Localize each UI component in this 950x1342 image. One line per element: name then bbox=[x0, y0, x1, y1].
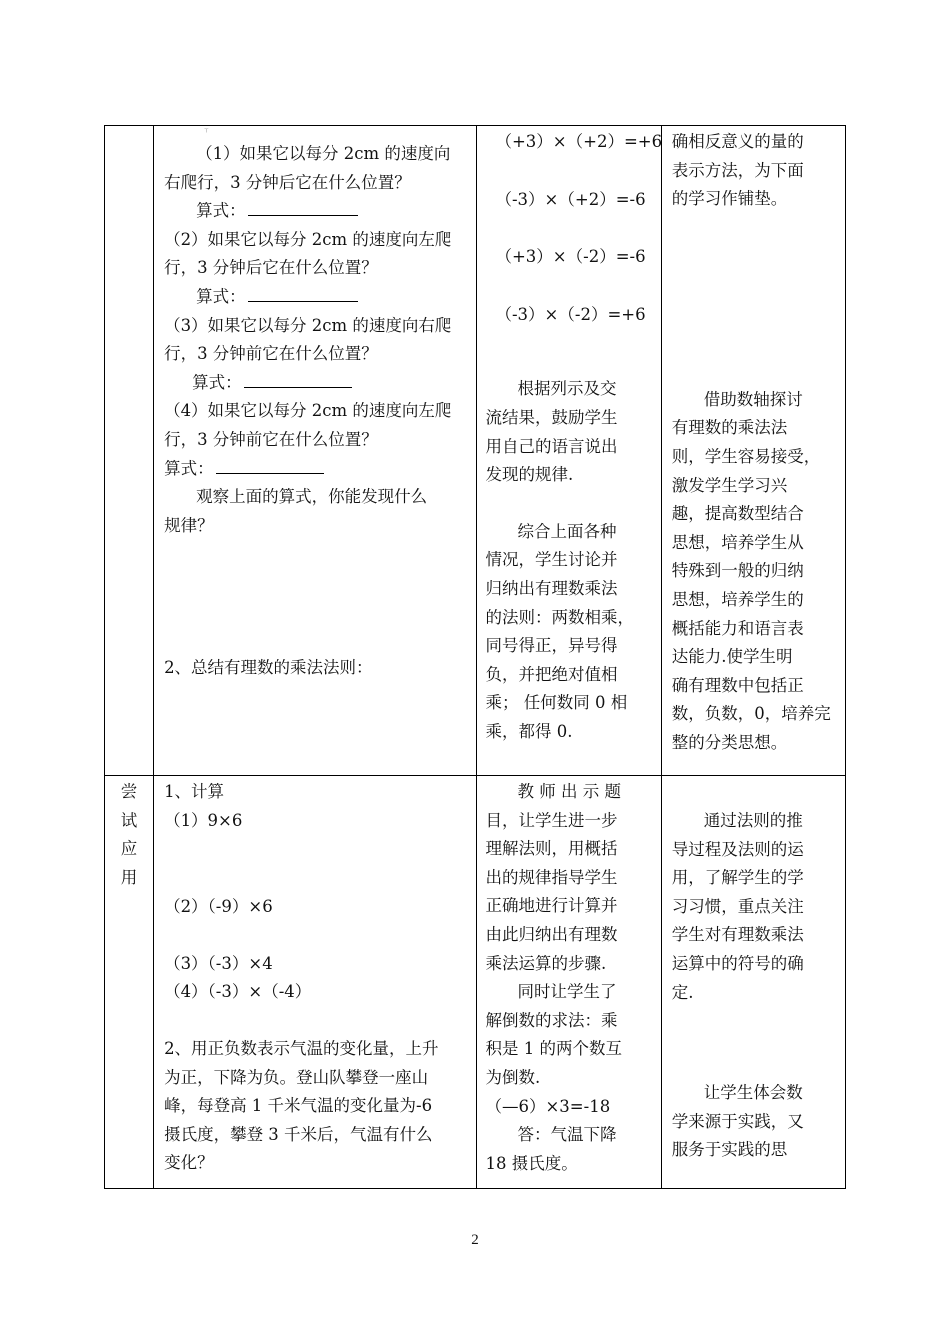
exercise-heading: 1、计算 bbox=[164, 782, 225, 801]
observe-text: 观察上面的算式，你能发现什么 bbox=[196, 487, 428, 507]
teacher-text: 流结果，鼓励学生 bbox=[485, 407, 618, 427]
exercise-item: （1）9×6 bbox=[164, 810, 243, 830]
intent-text: 用，了解学生的学 bbox=[671, 868, 804, 888]
intent-text: 导过程及法则的运 bbox=[671, 839, 804, 859]
answer-text: 答：气温下降 bbox=[517, 1125, 617, 1145]
content-cell bbox=[154, 776, 477, 1189]
teacher-text: 归纳出有理数乘法 bbox=[485, 578, 618, 598]
teacher-text: 同号得正，异号得 bbox=[485, 636, 618, 656]
design-intent-cell bbox=[661, 776, 845, 1189]
formula-label: 算式： bbox=[192, 372, 242, 392]
answer-text: 18 摄氏度。 bbox=[485, 1153, 578, 1173]
intent-text: 定. bbox=[671, 982, 694, 1002]
teacher-text: 目，让学生进一步 bbox=[485, 810, 618, 830]
intent-text: 表示方法，为下面 bbox=[671, 160, 804, 180]
equation: （+3）×（+2）=+6 bbox=[495, 132, 663, 151]
answer-blank[interactable] bbox=[248, 197, 358, 216]
intent-text: 概括能力和语言表 bbox=[671, 618, 804, 638]
teacher-text: 乘； 任何数同 0 相 bbox=[485, 693, 628, 713]
intent-text: 则，学生容易接受， bbox=[671, 446, 821, 466]
answer-blank[interactable] bbox=[248, 283, 358, 302]
calculation: （—6）×3=-18 bbox=[485, 1096, 611, 1116]
teacher-text: 理解法则，用概括 bbox=[485, 839, 618, 859]
question-text: （4）如果它以每分 2cm 的速度向左爬 bbox=[164, 401, 452, 421]
intent-text: 确有理数中包括正 bbox=[671, 675, 804, 695]
question-text: （2）如果它以每分 2cm 的速度向左爬 bbox=[164, 229, 452, 249]
teacher-text: 根据列示及交 bbox=[517, 379, 617, 399]
intent-text: 特殊到一般的归纳 bbox=[671, 561, 804, 581]
intent-text: 运算中的符号的确 bbox=[671, 953, 804, 973]
intent-text: 有理数的乘法法 bbox=[671, 418, 788, 438]
design-intent-cell bbox=[661, 126, 845, 776]
teacher-text: 乘，都得 0. bbox=[485, 721, 573, 741]
teacher-text: 用自己的语言说出 bbox=[485, 436, 618, 456]
word-problem: 2、用正负数表示气温的变化量，上升 bbox=[164, 1038, 439, 1058]
intent-text: 确相反意义的量的 bbox=[671, 132, 804, 151]
intent-text: 整的分类思想。 bbox=[671, 732, 788, 752]
question-text: 行，3 分钟前它在什么位置？ bbox=[164, 429, 378, 449]
word-problem: 为正，下降为负。登山队攀登一座山 bbox=[164, 1067, 429, 1087]
teacher-text: 负，并把绝对值相 bbox=[485, 664, 618, 684]
teacher-text: 情况，学生讨论并 bbox=[485, 550, 618, 570]
stage-cell bbox=[105, 776, 154, 1189]
exercise-item: （2）（-9）×6 bbox=[164, 897, 273, 917]
word-problem: 变化？ bbox=[164, 1153, 214, 1173]
teacher-text: 正确地进行计算并 bbox=[485, 896, 618, 916]
question-text: （3）如果它以每分 2cm 的速度向右爬 bbox=[164, 315, 452, 335]
intent-text: 思想，培养学生从 bbox=[671, 532, 804, 552]
equation: （-3）×（-2）=+6 bbox=[495, 304, 646, 324]
question-text: （1）如果它以每分 2cm 的速度向 bbox=[196, 144, 451, 163]
teacher-text: 教 师 出 示 题 bbox=[517, 782, 621, 801]
intent-text: 学来源于实践，又 bbox=[671, 1111, 804, 1131]
teacher-text: 同时让学生了 bbox=[517, 982, 617, 1002]
table-row bbox=[105, 776, 846, 1189]
teacher-text: 综合上面各种 bbox=[517, 521, 617, 541]
teacher-text: 由此归纳出有理数 bbox=[485, 924, 618, 944]
observe-text: 规律？ bbox=[164, 515, 214, 535]
answer-blank[interactable] bbox=[244, 369, 352, 388]
exercise-item: （3）（-3）×4 bbox=[164, 953, 273, 973]
intent-text: 服务于实践的思 bbox=[671, 1140, 788, 1160]
stage-cell bbox=[105, 126, 154, 776]
teacher-text: 乘法运算的步骤. bbox=[485, 953, 607, 973]
intent-text: 数，负数，0，培养完 bbox=[671, 704, 831, 724]
question-text: 右爬行，3 分钟后它在什么位置？ bbox=[164, 172, 411, 192]
teacher-text: 发现的规律. bbox=[485, 465, 574, 485]
image-fragment-icon: ⸆ bbox=[204, 128, 209, 138]
exercise-item: （4）（-3）×（-4） bbox=[164, 982, 312, 1002]
teacher-text: 积是 1 的两个数互 bbox=[485, 1039, 622, 1059]
formula-label: 算式： bbox=[164, 458, 214, 478]
equation: （+3）×（-2）=-6 bbox=[495, 247, 646, 267]
teacher-text: 为倒数. bbox=[485, 1067, 541, 1087]
equation: （-3）×（+2）=-6 bbox=[495, 189, 646, 209]
word-problem: 摄氏度，攀登 3 千米后，气温有什么 bbox=[164, 1124, 433, 1144]
teacher-text: 出的规律指导学生 bbox=[485, 867, 618, 887]
stage-label: 尝 试 应 用 bbox=[120, 782, 138, 887]
lesson-plan-table bbox=[104, 125, 846, 1189]
intent-text: 习习惯，重点关注 bbox=[671, 896, 804, 916]
intent-text: 通过法则的推 bbox=[703, 811, 803, 830]
intent-text: 思想，培养学生的 bbox=[671, 589, 804, 609]
intent-text: 借助数轴探讨 bbox=[703, 389, 803, 409]
teacher-text: 的法则：两数相乘， bbox=[485, 607, 634, 627]
formula-label: 算式： bbox=[196, 201, 246, 221]
summary-heading: 2、总结有理数的乘法法则： bbox=[164, 658, 373, 678]
intent-text: 达能力.使学生明 bbox=[671, 647, 793, 667]
intent-text: 让学生体会数 bbox=[703, 1083, 803, 1103]
intent-text: 学生对有理数乘法 bbox=[671, 925, 804, 945]
intent-text: 趣，提高数型结合 bbox=[671, 504, 804, 524]
question-text: 行，3 分钟前它在什么位置？ bbox=[164, 344, 378, 364]
formula-label: 算式： bbox=[196, 286, 246, 306]
teacher-activity-cell bbox=[477, 126, 661, 776]
word-problem: 峰，每登高 1 千米气温的变化量为-6 bbox=[164, 1096, 433, 1116]
intent-text: 的学习作铺垫。 bbox=[671, 189, 788, 209]
content-cell bbox=[154, 126, 477, 776]
answer-blank[interactable] bbox=[216, 455, 324, 474]
page-number: 2 bbox=[471, 1232, 479, 1248]
intent-text: 激发学生学习兴 bbox=[671, 475, 788, 495]
teacher-text: 解倒数的求法：乘 bbox=[485, 1010, 618, 1030]
table-row bbox=[105, 126, 846, 776]
teacher-activity-cell bbox=[477, 776, 661, 1189]
question-text: 行，3 分钟后它在什么位置？ bbox=[164, 258, 378, 278]
